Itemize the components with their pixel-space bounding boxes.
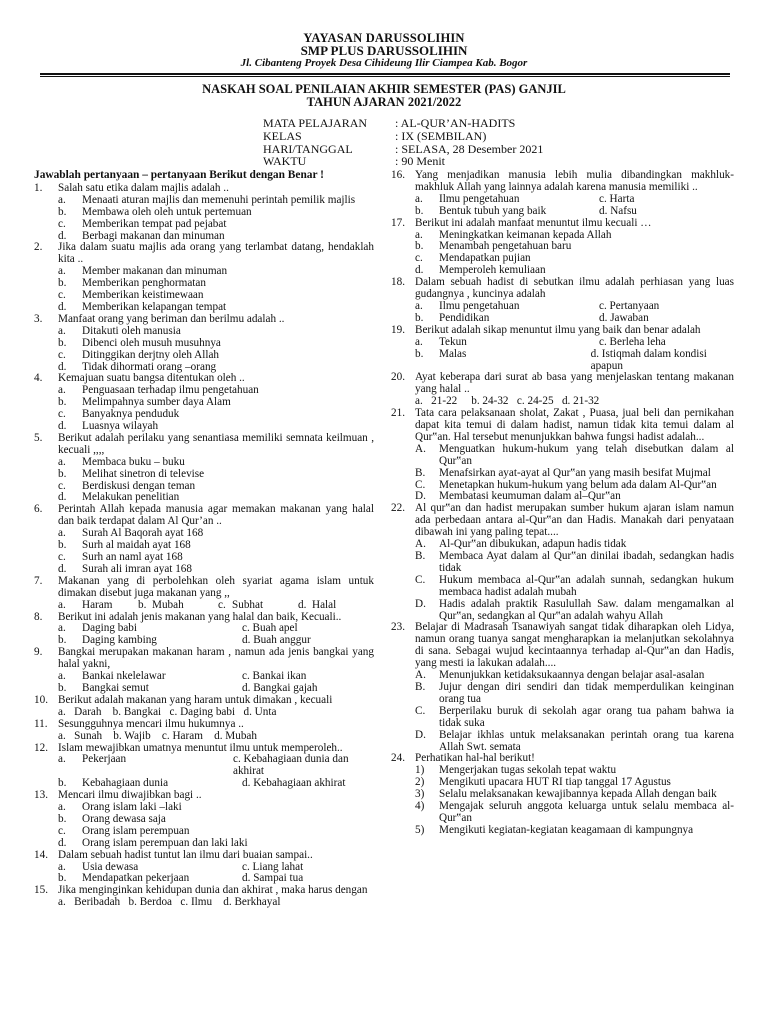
option-letter: b. xyxy=(415,311,424,324)
question-stem xyxy=(391,218,734,230)
option-text: Hadis adalah praktik Rasulullah Saw. dalam mengamalkan al Qur‟an, sedangkan al Qur‟an adalah wahyu Allah xyxy=(439,597,734,622)
option-text: Surah Al Baqorah ayat 168 xyxy=(82,527,204,540)
info-value: : AL-QUR’AN-HADITS xyxy=(395,116,516,130)
option-text: Mengajak seluruh anggota keluarga untuk selalu membaca al-Qur‟an xyxy=(439,800,734,824)
academic-year: TAHUN AJARAN 2021/2022 xyxy=(306,95,462,109)
option-letter: c. xyxy=(58,824,66,837)
option-text: Member makanan dan minuman xyxy=(82,265,228,278)
option-text: Subhat xyxy=(232,598,264,611)
option-text: Membawa oleh oleh untuk pertemuan xyxy=(82,205,252,218)
option-letter: c. xyxy=(58,551,66,563)
option-letter: a. xyxy=(58,455,66,468)
question xyxy=(34,373,374,433)
option-text: c. Pertanyaan xyxy=(599,299,660,312)
question-text: Tata cara pelaksanaan sholat, Zakat , Puasa, jual beli dan pernikahan dapat kita temui di dalam hadist, namun tidak kita temui dalam al Qur‟an. Hal tersebut menunjukkan bahwa fungsi hadist adalah... xyxy=(415,407,734,443)
option-letter: c. xyxy=(58,408,66,421)
question-stem xyxy=(391,372,734,396)
option-text: Melakukan penelitian xyxy=(82,491,180,504)
option-text: Daging kambing xyxy=(82,634,157,647)
option xyxy=(34,338,374,350)
option-text: c. Harta xyxy=(599,192,635,205)
option-text: Pendidikan xyxy=(439,311,490,324)
option-text: Meningkatkan keimanan kepada Allah xyxy=(439,228,612,241)
option-letter: a. xyxy=(58,527,66,540)
option-letter: b. xyxy=(138,598,147,611)
option-text: c. Kebahagiaan dunia dan akhirat xyxy=(232,753,349,778)
option-text: Menaati aturan majlis dan memenuhi perintah pemilik majlis xyxy=(82,193,356,206)
option-letter: A. xyxy=(415,538,426,551)
option-text: d. Jawaban xyxy=(599,311,649,324)
option-row xyxy=(34,600,374,612)
option-text: Tidak dihormati orang –orang xyxy=(82,360,217,373)
option-letter: a. xyxy=(58,265,66,278)
option xyxy=(34,469,374,481)
option-text: Pekerjaan xyxy=(82,753,127,766)
question-text: Salah satu etika dalam majlis adalah .. xyxy=(58,181,229,194)
option xyxy=(34,219,374,231)
question-number: 1. xyxy=(34,181,43,194)
question xyxy=(34,242,374,313)
question-text: Jika menginginkan kehidupan dunia dan akhirat , maka harus dengan xyxy=(58,884,368,897)
question-text: Dalam sebuah hadist tuntut lan ilmu dari buaian sampai.. xyxy=(58,848,313,861)
option xyxy=(34,207,374,219)
option-letter: A. xyxy=(415,442,426,455)
option-letter: c. xyxy=(58,479,66,492)
option-text: Ilmu pengetahuan xyxy=(439,192,520,205)
question-number: 12. xyxy=(34,741,48,754)
question-number: 21. xyxy=(391,407,405,420)
info-value: : SELASA, 28 Desember 2021 xyxy=(395,141,544,156)
question-number: 7. xyxy=(34,574,43,587)
question-stem xyxy=(34,719,374,731)
question-number: 23. xyxy=(391,621,405,634)
option-letter: b. xyxy=(415,204,424,217)
option-text: Ilmu pengetahuan xyxy=(439,299,520,312)
question-stem xyxy=(391,503,734,539)
option-text: Mubah xyxy=(152,598,184,611)
option xyxy=(391,682,734,706)
option-letter: 1) xyxy=(415,764,425,777)
question-number: 6. xyxy=(34,503,43,516)
option-text: Banyaknya penduduk xyxy=(82,408,180,421)
question-number: 24. xyxy=(391,752,405,765)
question xyxy=(34,576,374,612)
option xyxy=(138,600,218,612)
option xyxy=(391,599,734,623)
option-text: c. Liang lahat xyxy=(242,860,304,873)
question-stem xyxy=(34,314,374,326)
option-letter: b. xyxy=(58,812,67,825)
question-number: 17. xyxy=(391,216,405,229)
option-letter: b. xyxy=(58,872,67,885)
question-number: 3. xyxy=(34,312,43,325)
option-text: Penguasaan terhadap ilmu pengetahuan xyxy=(82,384,259,397)
info-label: WAKTU xyxy=(263,154,307,169)
info-label: KELAS xyxy=(263,128,302,143)
option-text: c. Buah apel xyxy=(242,622,298,635)
option-text: d. Bangkai gajah xyxy=(242,681,318,694)
option-text: Surh an naml ayat 168 xyxy=(82,551,183,563)
option-letter: 4) xyxy=(415,800,425,813)
option-letter: d. xyxy=(58,300,67,313)
question xyxy=(34,647,374,695)
option xyxy=(391,801,734,825)
question xyxy=(391,170,734,218)
question-text: Ayat keberapa dari surat ab basa yang menjelaskan tentang makanan yang halal .. xyxy=(415,371,734,396)
info-value: : 90 Menit xyxy=(395,154,445,169)
question-text: Berikut adalah makanan yang haram untuk dimakan , kecuali xyxy=(58,693,333,706)
option-text: Memperoleh kemuliaan xyxy=(439,264,546,277)
option-text: Membatasi keumuman dalam al–Qur‟an xyxy=(439,490,621,503)
option xyxy=(34,457,374,469)
option-letter: a. xyxy=(58,670,66,683)
option-text: d. Kebahagiaan akhirat xyxy=(242,777,346,790)
option-letter: d. xyxy=(58,229,67,242)
question xyxy=(391,325,734,373)
option-letter: a. xyxy=(415,192,423,205)
option-letter: b. xyxy=(58,777,67,790)
question-number: 15. xyxy=(34,884,48,897)
option-row: a. Beribadah b. Berdoa c. Ilmu d. Berkhayal xyxy=(58,896,281,909)
question xyxy=(34,433,374,504)
info-row xyxy=(263,155,543,168)
header-rule-thick xyxy=(40,73,730,75)
question-text: Dalam sebuah hadist di sebutkan ilmu adalah perhiasan yang luas gudangnya , kuncinya adalah xyxy=(415,276,734,301)
school-name: SMP PLUS DARUSSOLIHIN xyxy=(300,43,468,58)
option-letter: a. xyxy=(58,193,66,206)
question-stem xyxy=(34,576,374,600)
option-text: Kebahagiaan dunia xyxy=(82,777,169,790)
option-letter: c. xyxy=(218,598,226,611)
info-value: : IX (SEMBILAN) xyxy=(395,128,487,143)
question-number: 2. xyxy=(34,241,43,254)
option-row: a. 21-22 b. 24-32 c. 24-25 d. 21-32 xyxy=(415,395,600,408)
option xyxy=(298,600,336,612)
question-stem xyxy=(391,170,734,194)
option-letter: 2) xyxy=(415,776,425,789)
option-text: Luasnya wilayah xyxy=(82,420,159,433)
option-text: Melimpahnya sumber daya Alam xyxy=(82,396,231,409)
question-stem xyxy=(34,695,374,707)
option-text: Orang islam laki –laki xyxy=(82,801,182,814)
question-text: Berikut adalah sikap menuntut ilmu yang baik dan benar adalah xyxy=(415,323,701,336)
question-text: Makanan yang di perbolehkan oleh syariat agama islam untuk dimakan disebut juga makanan yang ,, xyxy=(58,574,374,599)
option-text: Membaca buku – buku xyxy=(82,455,185,468)
header-rule-thin xyxy=(40,76,730,77)
option xyxy=(34,326,374,338)
option-text: Orang islam perempuan dan laki laki xyxy=(82,836,248,849)
option-letter: a. xyxy=(415,335,423,348)
option xyxy=(391,730,734,754)
option-text: c. Bankai ikan xyxy=(242,670,307,683)
question-text: Belajar di Madrasah Tsanawiyah sangat tidak diharapkan oleh Lidya, namun orang tuanya sangat mengharapkan ia melanjutkan sekolahnya di sana. Sebagai wujud kecintaannya terhadap al-Qur‟an dan Hadis, yang mesti ia lakukan adalah.... xyxy=(415,621,734,670)
question xyxy=(34,719,374,743)
question xyxy=(34,504,374,575)
question-stem xyxy=(391,325,734,337)
question-stem xyxy=(34,647,374,671)
option-letter: c. xyxy=(58,289,66,302)
option-text: Surah ali imran ayat 168 xyxy=(82,562,192,575)
option-text: Ditakuti oleh manusia xyxy=(82,324,181,337)
question-number: 13. xyxy=(34,789,48,802)
option-text: Memberikan kelapangan tempat xyxy=(82,300,227,313)
question-text: Perintah Allah kepada manusia agar memakan makanan yang halal dan baik terdapat dalam Al Qur’an .. xyxy=(58,503,374,528)
option xyxy=(391,468,734,480)
option-pair xyxy=(391,349,734,373)
option-text: Hukum membaca al-Qur‟an adalah sunnah, sedangkan hukum membaca hadist adalah mubah xyxy=(439,573,734,598)
option-letter: b. xyxy=(58,467,67,480)
question-text: Berikut adalah perilaku yang senantiasa memiliki semnata keilmuan , kecuali ,,,, xyxy=(58,431,374,456)
option-letter: d. xyxy=(58,562,67,575)
option-text: c. Berleha leha xyxy=(599,335,666,348)
info-label: HARI/TANGGAL xyxy=(263,141,353,156)
question-number: 20. xyxy=(391,371,405,384)
option xyxy=(218,600,298,612)
exam-title: NASKAH SOAL PENILAIAN AKHIR SEMESTER (PAS) GANJIL xyxy=(202,82,566,96)
option-pair xyxy=(391,206,734,218)
question xyxy=(34,885,374,909)
option-text: Memberikan tempat pad pejabat xyxy=(82,217,227,230)
option-letter: d. xyxy=(298,598,307,611)
question-stem xyxy=(34,850,374,862)
school-address: Jl. Cibanteng Proyek Desa Cihideung Ilir Ciampea Kab. Bogor xyxy=(240,57,528,69)
question-text: Kemajuan suatu bangsa ditentukan oleh .. xyxy=(58,372,245,385)
option-letter: d. xyxy=(58,491,67,504)
option-letter: b. xyxy=(415,240,424,253)
option-text: Menambah pengetahuan baru xyxy=(439,240,572,253)
option-text: Bangkai semut xyxy=(82,681,149,694)
question xyxy=(34,183,374,243)
question xyxy=(34,790,374,850)
question-number: 19. xyxy=(391,323,405,336)
option-text: Menetapkan hukum-hukum yang belum ada dalam Al-Qur‟an xyxy=(439,478,717,491)
option-text: Melihat sinetron di televise xyxy=(82,467,205,480)
question xyxy=(391,753,734,836)
option-text: Tekun xyxy=(439,335,467,348)
info-label: MATA PELAJARAN xyxy=(263,116,368,130)
option-letter: 3) xyxy=(415,788,425,801)
option-letter: b. xyxy=(58,539,67,552)
question xyxy=(34,743,374,791)
option-text: Memberikan keistimewaan xyxy=(82,289,204,302)
question xyxy=(34,850,374,886)
question xyxy=(34,695,374,719)
option-letter: B. xyxy=(415,680,426,693)
option-letter: d. xyxy=(58,836,67,849)
option-letter: C. xyxy=(415,573,426,586)
option xyxy=(34,838,374,850)
question-number: 4. xyxy=(34,372,43,385)
option-text: Daging babi xyxy=(82,622,137,635)
option-text: d. Sampai tua xyxy=(242,872,304,885)
option-pair xyxy=(391,337,734,349)
option-letter: D. xyxy=(415,490,426,503)
option-text: d. Istiqmah dalam kondisi apapun xyxy=(590,347,707,372)
question-text: Berikut ini adalah jenis makanan yang halal dan baik, Kecuali.. xyxy=(58,610,342,623)
option-text: Mendapatkan pujian xyxy=(439,252,531,265)
option xyxy=(391,575,734,599)
question-number: 14. xyxy=(34,848,48,861)
option-text: Bankai nkelelawar xyxy=(82,670,166,683)
question-number: 18. xyxy=(391,276,405,289)
option-letter: b. xyxy=(58,336,67,349)
question-text: Bangkai merupakan makanan haram , namun ada jenis bangkai yang halal yakni, xyxy=(58,646,374,671)
option-text: Menguatkan hukum-hukum yang telah disebutkan dalam al Qur‟an xyxy=(439,442,734,467)
question-number: 9. xyxy=(34,646,43,659)
option-text: Haram xyxy=(82,598,113,611)
question-text: Jika dalam suatu majlis ada orang yang terlambat datang, hendaklah kita .. xyxy=(58,241,374,266)
option xyxy=(34,195,374,207)
question-text: Manfaat orang yang beriman dan berilmu adalah .. xyxy=(58,312,285,325)
option-text: Usia dewasa xyxy=(82,860,139,873)
question xyxy=(391,408,734,503)
option-letter: a. xyxy=(58,801,66,814)
option-text: Bentuk tubuh yang baik xyxy=(439,204,547,217)
option-text: Berdiskusi dengan teman xyxy=(82,479,196,492)
option-letter: d. xyxy=(58,420,67,433)
option-text: Mengerjakan tugas sekolah tepat waktu xyxy=(439,764,617,777)
option xyxy=(34,350,374,362)
option-letter: a. xyxy=(58,753,66,766)
right-column xyxy=(391,170,734,837)
question-text: Berikut ini adalah manfaat menuntut ilmu kecuali … xyxy=(415,216,652,229)
option-text: Membaca Ayat dalam al Qur‟an dinilai ibadah, sedangkan hadis tidak xyxy=(439,550,734,574)
option-letter: b. xyxy=(58,681,67,694)
option-letter: a. xyxy=(415,228,423,241)
foundation-name: YAYASAN DARUSSOLIHIN xyxy=(303,31,465,45)
option-letter: D. xyxy=(415,597,426,610)
option-text: Orang dewasa saja xyxy=(82,812,166,825)
question-text: Perhatikan hal-hal berikut! xyxy=(415,752,535,765)
option-text: Selalu melaksanakan kewajibannya kepada Allah dengan baik xyxy=(439,788,717,801)
question xyxy=(391,372,734,408)
option xyxy=(391,551,734,575)
option-letter: a. xyxy=(58,598,66,611)
option-text: Mengikuti kegiatan-kegiatan keagamaan di kampungnya xyxy=(439,823,694,836)
question-text: Al qur‟an dan hadist merupakan sumber hukum ajaran islam namun ada perbedaan antara al-Qur‟an dan Hadis. Manakah dari penyataan dibawah ini yang paling tepat.... xyxy=(415,502,734,539)
option-pair xyxy=(391,313,734,325)
option xyxy=(34,826,374,838)
option-letter: b. xyxy=(58,277,67,290)
option-text: Menafsirkan ayat-ayat al Qur‟an yang masih besifat Mujmal xyxy=(439,466,711,479)
option-letter: d. xyxy=(415,264,424,277)
option-row: a. Sunah b. Wajib c. Haram d. Mubah xyxy=(58,729,257,742)
question-stem xyxy=(34,504,374,528)
question-number: 11. xyxy=(34,717,48,730)
option-pair xyxy=(391,194,734,206)
option-letter: A. xyxy=(415,669,426,682)
option-letter: a. xyxy=(58,622,66,635)
question-number: 16. xyxy=(391,169,405,181)
question-text: Sesungguhnya mencari ilmu hukumnya .. xyxy=(58,717,244,730)
question-text: Mencari ilmu diwajibkan bagi .. xyxy=(58,789,202,802)
option-text: Jujur dengan diri sendiri dan tidak memperdulikan keinginan orang tua xyxy=(439,680,734,705)
option-text: Berperilaku buruk di sekolah agar orang tua paham bahwa ia tidak suka xyxy=(439,704,734,729)
option-letter: c. xyxy=(415,252,423,265)
option-letter: b. xyxy=(58,634,67,647)
option-text: Berbagi makanan dan minuman xyxy=(82,229,225,242)
question xyxy=(34,314,374,374)
option-text: Dibenci oleh musuh musuhnya xyxy=(82,336,221,349)
option xyxy=(58,600,138,612)
question xyxy=(391,218,734,278)
question-stem xyxy=(391,408,734,444)
option-letter: C. xyxy=(415,704,426,717)
option-letter: b. xyxy=(58,205,67,218)
instruction: Jawablah pertanyaan – pertanyaan Berikut dengan Benar ! xyxy=(34,169,324,181)
exam-info xyxy=(263,117,543,168)
option-row: a. Darah b. Bangkai c. Daging babi d. Unta xyxy=(58,705,277,718)
question-text: Yang menjadikan manusia lebih mulia dibandingkan makhluk-makhluk Allah yang lainnya adalah karena manusia memiliki .. xyxy=(415,169,734,193)
question xyxy=(391,622,734,753)
option-letter: B. xyxy=(415,466,426,479)
option-letter: a. xyxy=(415,299,423,312)
question-number: 10. xyxy=(34,693,48,706)
option-text: Mendapatkan pekerjaan xyxy=(82,872,190,885)
option-letter: 5) xyxy=(415,823,425,836)
option-text: Al-Qur‟an dibukukan, adapun hadis tidak xyxy=(439,538,627,551)
question-number: 22. xyxy=(391,502,405,515)
question-number: 5. xyxy=(34,431,43,444)
option-text: d. Nafsu xyxy=(599,204,637,217)
option-text: Malas xyxy=(439,347,467,360)
option-letter: b. xyxy=(58,396,67,409)
option-text: Belajar ikhlas untuk melaksanakan perintah orang tua karena Allah Swt. semata xyxy=(439,728,734,753)
question-text: Islam mewajibkan umatnya menuntut ilmu untuk memperoleh.. xyxy=(58,741,343,754)
option-text: d. Buah anggur xyxy=(242,634,311,647)
option-letter: c. xyxy=(58,348,66,361)
option-pair xyxy=(34,754,374,778)
option-text: Halal xyxy=(312,598,337,611)
option-text: Surh al maidah ayat 168 xyxy=(82,539,191,552)
question-stem xyxy=(34,242,374,266)
option xyxy=(391,706,734,730)
option-text: Orang islam perempuan xyxy=(82,824,190,837)
question-stem xyxy=(391,622,734,670)
left-column xyxy=(34,170,374,909)
question-number: 8. xyxy=(34,610,43,623)
option-letter: d. xyxy=(58,360,67,373)
option-letter: c. xyxy=(58,217,66,230)
option-letter: a. xyxy=(58,860,66,873)
option-letter: a. xyxy=(58,324,66,337)
question xyxy=(34,612,374,648)
option-text: Ditinggikan derjtny oleh Allah xyxy=(82,348,220,361)
option-letter: b. xyxy=(415,347,424,360)
option xyxy=(391,444,734,468)
option xyxy=(391,825,734,837)
question-stem xyxy=(391,277,734,301)
question xyxy=(391,277,734,325)
option-letter: B. xyxy=(415,550,426,562)
question-stem xyxy=(34,433,374,457)
option-text: Menunjukkan ketidaksukaannya dengan belajar asal-asalan xyxy=(439,669,705,682)
option-text: Memberikan penghormatan xyxy=(82,277,206,290)
option-letter: C. xyxy=(415,478,426,491)
question xyxy=(391,503,734,622)
option-letter: a. xyxy=(58,384,66,397)
option-text: Mengikuti upacara HUT RI tiap tanggal 17 Agustus xyxy=(439,776,671,789)
option-letter: D. xyxy=(415,728,426,741)
